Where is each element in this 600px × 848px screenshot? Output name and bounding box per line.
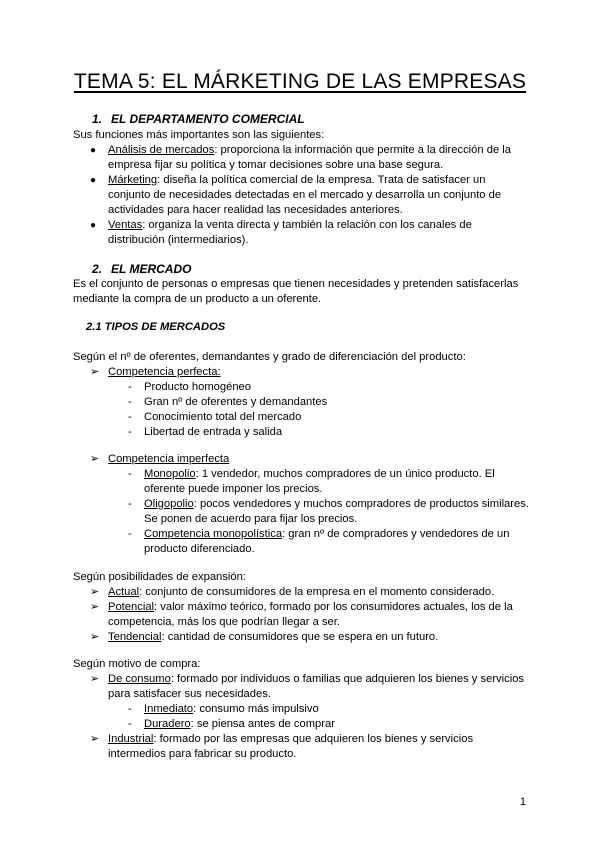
list-item-oligopolio-cont: Se ponen de acuerdo para fijar los precios. (144, 513, 358, 525)
tipos-intro: Según el nº de oferentes, demandantes y grado de diferenciación del producto: (73, 351, 466, 363)
section-2-heading: EL MERCADO (111, 262, 192, 276)
section-2-number: 2. (92, 262, 103, 276)
list-item: Libertad de entrada y salida (144, 426, 283, 438)
arrow-bullet-icon: ➢ (90, 631, 100, 643)
list-item-duradero: Duradero: se piensa antes de comprar (144, 718, 335, 730)
page-title: TEMA 5: EL MÁRKETING DE LAS EMPRESAS (73, 70, 527, 93)
list-item: Conocimiento total del mercado (144, 411, 302, 423)
arrow-bullet-icon: ➢ (90, 673, 100, 685)
list-item: Gran nº de oferentes y demandantes (144, 396, 328, 408)
list-item-marketing-cont: conjunto de necesidades detectadas en el mercado y desarrolla un conjunto de (108, 189, 502, 201)
expansion-intro: Según posibilidades de expansión: (73, 571, 246, 583)
dash-bullet-icon: - (128, 528, 132, 540)
page-number: 1 (519, 796, 526, 808)
dash-bullet-icon: - (128, 718, 132, 730)
list-item-consumo-cont: para satisfacer sus necesidades. (108, 688, 271, 700)
list-item-consumo: De consumo: formado por individuos o familias que adquieren los bienes y servicios (108, 673, 525, 685)
list-item-marketing-cont: actividades para hacer realidad las necesidades anteriores. (108, 204, 403, 216)
bullet-icon: ● (90, 145, 97, 156)
list-item-monopolio: Monopolio: 1 vendedor, muchos compradores de un único producto. El (144, 468, 495, 480)
list-item-oligopolio: Oligopolio: pocos vendedores y muchos compradores de productos similares. (144, 498, 529, 510)
competencia-perfecta-title: Competencia perfecta: (108, 366, 221, 378)
list-item-potencial-cont: competencia, más los que podrían llegar a ser. (108, 616, 340, 628)
list-item-ventas-cont: distribución (intermediarios). (108, 234, 249, 246)
list-item-monopolistica: Competencia monopolística: gran nº de compradores y vendedores de un (144, 528, 510, 540)
list-item-inmediato: Inmediato: consumo más impulsivo (144, 703, 319, 715)
list-item-actual: Actual: conjunto de consumidores de la empresa en el momento considerado. (108, 586, 495, 598)
motivo-intro: Según motivo de compra: (73, 658, 201, 670)
dash-bullet-icon: - (128, 468, 132, 480)
dash-bullet-icon: - (128, 396, 132, 408)
arrow-bullet-icon: ➢ (90, 366, 100, 378)
section-2-1-heading: 2.1 TIPOS DE MERCADOS (86, 321, 226, 333)
bullet-icon: ● (90, 175, 97, 186)
dash-bullet-icon: - (128, 381, 132, 393)
list-item-industrial-cont: intermedios para fabricar su producto. (108, 748, 297, 760)
section-1-number: 1. (92, 112, 103, 126)
list-item-potencial: Potencial: valor máximo teórico, formado por los consumidores actuales, los de la (108, 601, 513, 613)
section-2-text: Es el conjunto de personas o empresas que tienen necesidades y pretenden satisfacerlas (73, 278, 519, 290)
list-item-marketing: Márketing: diseña la política comercial de la empresa. Trata de satisfacer un (108, 174, 486, 186)
dash-bullet-icon: - (128, 411, 132, 423)
list-item-monopolio-cont: oferente puede imponer los precios. (144, 483, 323, 495)
dash-bullet-icon: - (128, 498, 132, 510)
arrow-bullet-icon: ➢ (90, 601, 100, 613)
competencia-imperfecta-title: Competencia imperfecta (108, 453, 230, 465)
list-item-tendencial: Tendencial: cantidad de consumidores que se espera en un futuro. (108, 631, 439, 643)
arrow-bullet-icon: ➢ (90, 733, 100, 745)
dash-bullet-icon: - (128, 426, 132, 438)
list-item-industrial: Industrial: formado por las empresas que adquieren los bienes y servicios (108, 733, 474, 745)
arrow-bullet-icon: ➢ (90, 453, 100, 465)
section-2-text-cont: mediante la compra de un producto a un oferente. (73, 293, 322, 305)
list-item-analisis: Análisis de mercados: proporciona la información que permite a la dirección de la (108, 144, 511, 156)
list-item-monopolistica-cont: producto diferenciado. (144, 543, 255, 555)
list-item-analisis-cont: empresa fijar su política y tomar decisiones sobre una base segura. (108, 159, 444, 171)
list-item: Producto homogéneo (144, 381, 251, 393)
section-1-intro: Sus funciones más importantes son las siguientes: (73, 129, 325, 141)
dash-bullet-icon: - (128, 703, 132, 715)
bullet-icon: ● (90, 220, 97, 231)
section-1-heading: EL DEPARTAMENTO COMERCIAL (111, 112, 305, 126)
arrow-bullet-icon: ➢ (90, 586, 100, 598)
list-item-ventas: Ventas: organiza la venta directa y también la relación con los canales de (108, 219, 472, 231)
